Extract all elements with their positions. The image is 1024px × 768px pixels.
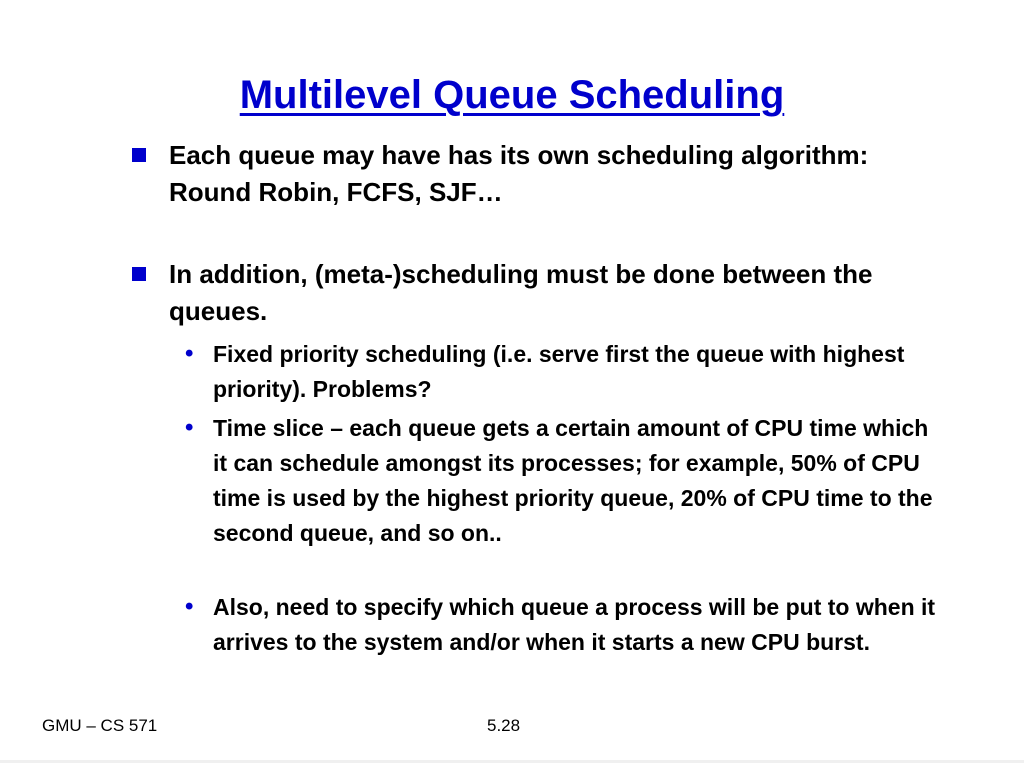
sub-bullet-item <box>185 337 945 407</box>
slide-title <box>0 71 1024 119</box>
bullet-item <box>132 256 892 330</box>
dot-bullet-icon: • <box>185 340 194 367</box>
footer-course: GMU – CS 571 <box>42 716 158 735</box>
sub-bullet-item <box>185 411 945 551</box>
sub-bullet-text: Also, need to specify which queue a process will be put to when it arrives to the system and/or when it starts a new CPU burst. <box>213 594 936 655</box>
dot-bullet-icon: • <box>185 593 194 620</box>
sub-bullet-text: Time slice – each queue gets a certain amount of CPU time which it can schedule amongst its processes; for example, 50% of CPU time is used by the highest priority queue, 20% of CPU time to the second queue, and so on.. <box>213 415 933 546</box>
bullet-text: Each queue may have has its own scheduling algorithm: Round Robin, FCFS, SJF… <box>169 140 869 207</box>
sub-bullet-text: Fixed priority scheduling (i.e. serve first the queue with highest priority). Problems? <box>213 341 905 402</box>
slide-title-text: Multilevel Queue Scheduling <box>239 73 785 117</box>
bullet-text: In addition, (meta-)scheduling must be done between the queues. <box>169 259 873 326</box>
dot-bullet-icon: • <box>185 414 194 441</box>
footer-slide-number: 5.28 <box>487 716 521 735</box>
bullet-item <box>132 137 892 211</box>
square-bullet-icon <box>132 267 146 281</box>
square-bullet-icon <box>132 148 146 162</box>
bottom-divider <box>0 760 1024 763</box>
sub-bullet-item <box>185 590 945 660</box>
